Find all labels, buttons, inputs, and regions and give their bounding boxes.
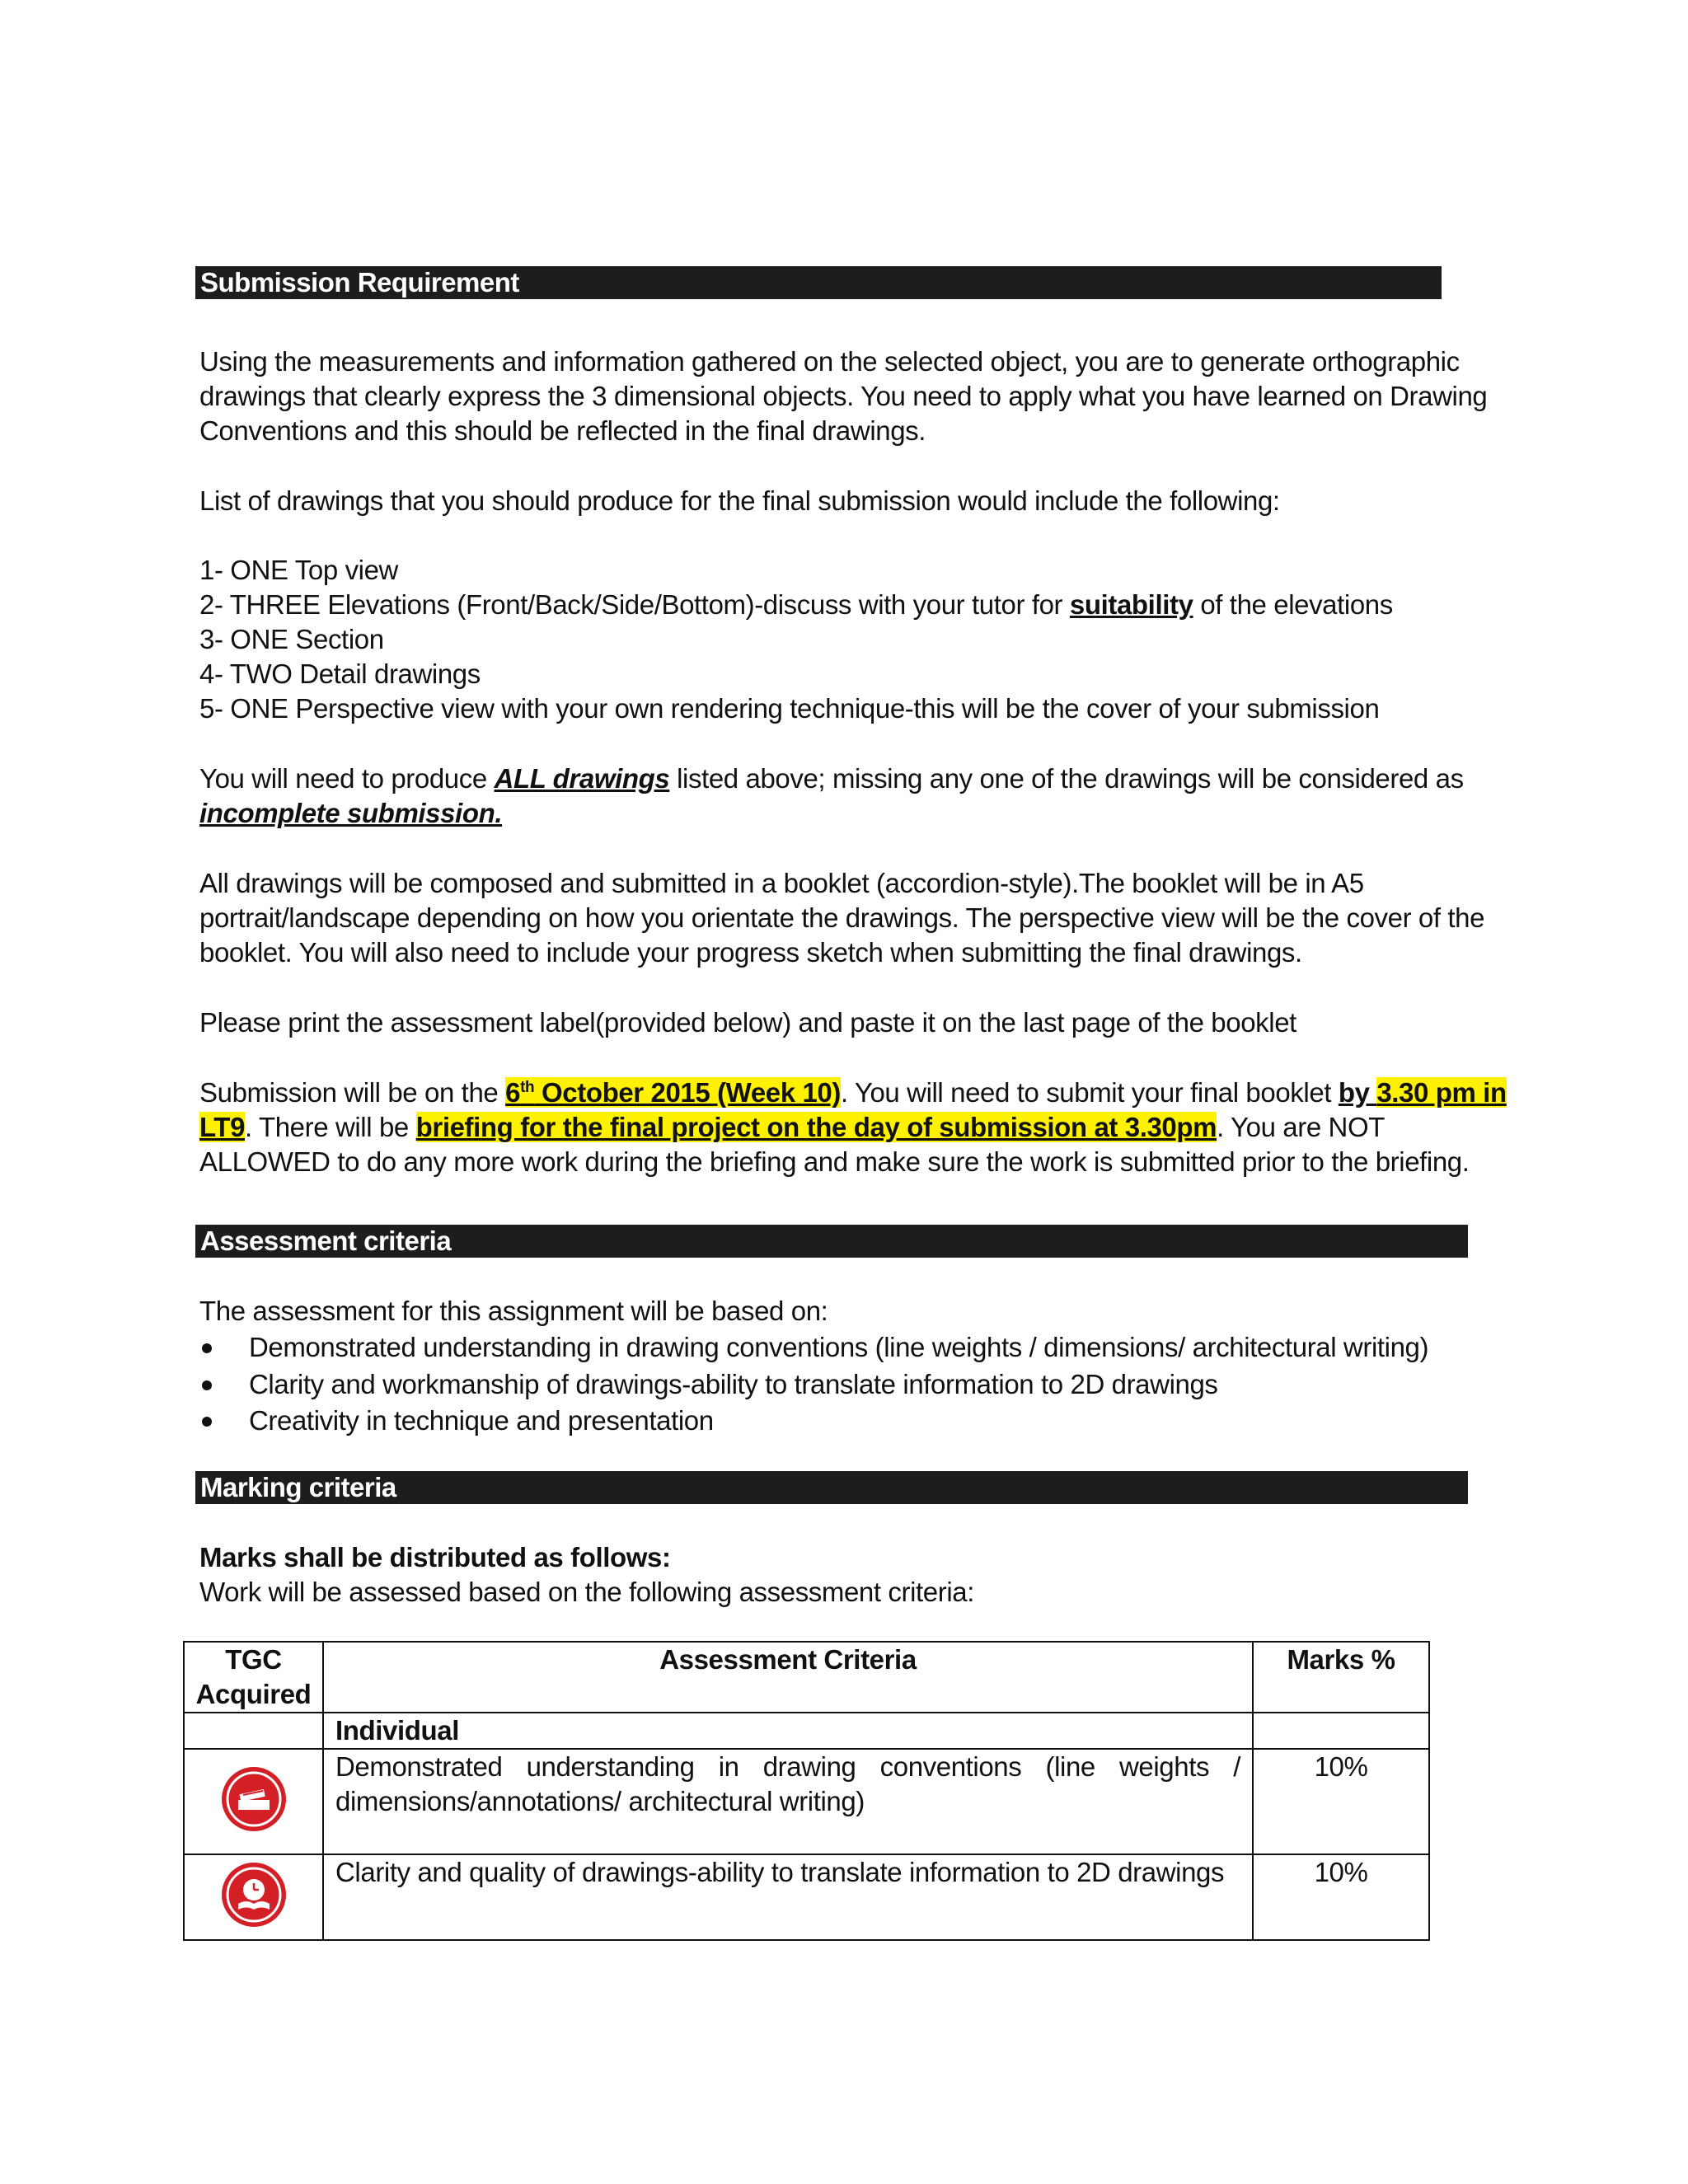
submission-date: 6th October 2015 (Week 10) bbox=[505, 1077, 841, 1108]
header-tgc: TGC Acquired bbox=[184, 1642, 323, 1713]
criteria-cell: Demonstrated understanding in drawing conventions (line weights / dimensions/annotations/ architectural writing) bbox=[323, 1749, 1253, 1854]
label-note: Please print the assessment label(provided below) and paste it on the last page of the booklet bbox=[199, 1007, 1296, 1038]
intro-line-2: drawings that clearly express the 3 dimensional objects. You need to apply what you have learned on Drawing bbox=[199, 381, 1488, 411]
drawing-item-5: 5- ONE Perspective view with your own rendering technique-this will be the cover of your submission bbox=[199, 693, 1380, 724]
tgc-clock-book-icon bbox=[222, 1863, 286, 1927]
marks-cell: 10% bbox=[1253, 1749, 1429, 1854]
header-marks: Marks % bbox=[1253, 1642, 1429, 1713]
all-drawings-line: You will need to produce ALL drawings listed above; missing any one of the drawings will be considered as bbox=[199, 763, 1464, 794]
marks-subheading: Work will be assessed based on the following assessment criteria: bbox=[199, 1577, 975, 1607]
section-header-marking: Marking criteria bbox=[195, 1471, 1468, 1504]
list-item: Clarity and workmanship of drawings-ability to translate information to 2D drawings bbox=[199, 1366, 1428, 1404]
drawing-item-4: 4- TWO Detail drawings bbox=[199, 658, 481, 689]
tgc-writing-icon bbox=[222, 1767, 286, 1831]
section-header-submission: Submission Requirement bbox=[195, 266, 1442, 299]
intro-line-3: Conventions and this should be reflected in the final drawings. bbox=[199, 415, 926, 446]
briefing-note: briefing for the final project on the day of submission at 3.30pm bbox=[415, 1112, 1217, 1142]
bullet-icon bbox=[202, 1417, 212, 1427]
marks-cell: 10% bbox=[1253, 1854, 1429, 1940]
header-criteria: Assessment Criteria bbox=[323, 1642, 1253, 1713]
list-intro: List of drawings that you should produce for the final submission would include the following: bbox=[199, 485, 1280, 516]
incomplete-submission: incomplete submission. bbox=[199, 798, 503, 828]
criteria-cell: Clarity and quality of drawings-ability to translate information to 2D drawings bbox=[323, 1854, 1253, 1940]
bullet-icon bbox=[202, 1380, 212, 1390]
booklet-line-3: booklet. You will also need to include your progress sketch when submitting the final drawings. bbox=[199, 937, 1302, 968]
assessment-list bbox=[199, 1329, 1428, 1440]
booklet-line-2: portrait/landscape depending on how you orientate the drawings. The perspective view will be the cover of the bbox=[199, 902, 1485, 933]
date-line-1: Submission will be on the 6th October 2015 (Week 10). You will need to submit your final booklet by 3.30 pm in bbox=[199, 1077, 1507, 1108]
date-line-2: LT9. There will be briefing for the final project on the day of submission at 3.30pm. You are NOT bbox=[199, 1112, 1386, 1142]
drawing-item-2: 2- THREE Elevations (Front/Back/Side/Bottom)-discuss with your tutor for suitability of the elevations bbox=[199, 589, 1393, 620]
intro-line-1: Using the measurements and information gathered on the selected object, you are to generate orthographic bbox=[199, 346, 1460, 377]
list-item: Demonstrated understanding in drawing conventions (line weights / dimensions/ architectural writing) bbox=[199, 1329, 1428, 1366]
table-group-row bbox=[184, 1713, 1429, 1749]
table-header-row bbox=[184, 1642, 1429, 1713]
group-label: Individual bbox=[323, 1713, 1253, 1749]
drawing-item-1: 1- ONE Top view bbox=[199, 555, 398, 585]
section-header-assessment: Assessment criteria bbox=[195, 1225, 1468, 1258]
assessment-intro: The assessment for this assignment will be based on: bbox=[199, 1296, 828, 1326]
drawing-item-3: 3- ONE Section bbox=[199, 624, 384, 654]
table-row bbox=[184, 1749, 1429, 1854]
booklet-line-1: All drawings will be composed and submitted in a booklet (accordion-style).The booklet will be in A5 bbox=[199, 868, 1364, 898]
marking-table bbox=[183, 1641, 1430, 1941]
bullet-icon bbox=[202, 1343, 212, 1353]
date-line-3: ALLOWED to do any more work during the briefing and make sure the work is submitted prior to the briefing. bbox=[199, 1146, 1470, 1177]
table-row bbox=[184, 1854, 1429, 1940]
list-item: Creativity in technique and presentation bbox=[199, 1403, 1428, 1440]
marks-heading: Marks shall be distributed as follows: bbox=[199, 1542, 671, 1572]
